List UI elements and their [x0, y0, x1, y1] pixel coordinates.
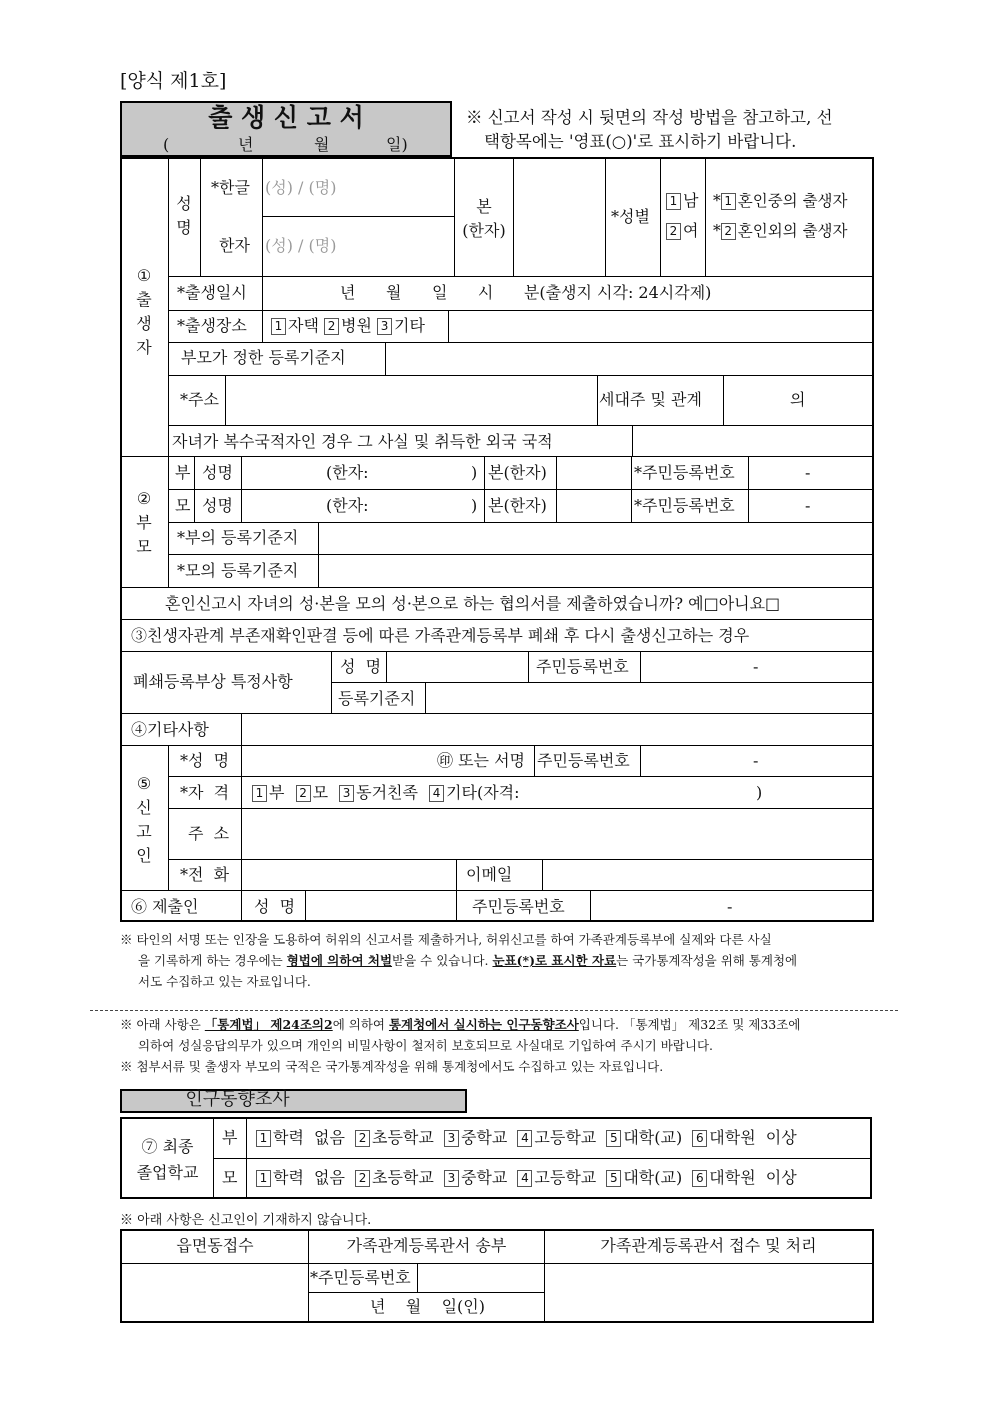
- father-name-label: 성명: [202, 463, 233, 482]
- date-month: 월: [314, 135, 330, 154]
- note-3: ※ 첨부서류 및 출생자 부모의 국적은 국가통계작성을 위해 통계청에서도 수집하고 있는 자료입니다.: [120, 1059, 664, 1074]
- qualification-close: ): [756, 783, 763, 802]
- bon-field[interactable]: [514, 160, 604, 275]
- father-hanja-label: (한자:: [326, 463, 369, 482]
- reporter-rrn-field[interactable]: -: [753, 751, 759, 770]
- note-1-line-2: 을 기록하게 하는 경우에는 형법에 의하여 처벌받을 수 있습니다. 눈표(*)로 표시한 자료는 국가통계작성을 위해 통계청에: [138, 953, 798, 968]
- address-field[interactable]: [226, 376, 596, 424]
- householder-label: 세대주 및 관계: [599, 390, 702, 409]
- reporter-name-label: *성 명: [180, 751, 230, 770]
- marriage-option-2[interactable]: * 2 혼인외의 출생자: [713, 222, 848, 240]
- submitter-rrn-label: 주민등록번호: [472, 897, 565, 916]
- father-bon-label: 본(한자): [488, 463, 547, 482]
- mother-hanja-close: ): [471, 496, 478, 515]
- father-rrn-field[interactable]: -: [805, 463, 811, 482]
- hangul-label: *한글: [211, 178, 250, 197]
- education-label: ⑦ 최종 졸업학교: [136, 1137, 199, 1182]
- office-note: ※ 아래 사항은 신고인이 기재하지 않습니다.: [120, 1213, 372, 1228]
- survey-mother-label: 모: [222, 1168, 238, 1187]
- mother-bon-label: 본(한자): [488, 496, 547, 515]
- section5-label: ⑤ 신 고 인: [136, 774, 152, 865]
- form-number: [양식 제1호]: [120, 70, 227, 92]
- name-label: 성 명: [176, 194, 192, 237]
- father-hanja-close: ): [471, 463, 478, 482]
- email-label: 이메일: [466, 865, 513, 884]
- submitter-rrn-field[interactable]: -: [727, 897, 733, 916]
- father-label: 부: [175, 463, 191, 482]
- qualification-options[interactable]: 1 부 2 모 3 동거친족 4 기타(자격:: [252, 783, 520, 803]
- birth-datetime-label: *출생일시: [177, 283, 247, 302]
- birth-place-label: *출생장소: [177, 316, 247, 335]
- nationality-label: 자녀가 복수국적자인 경우 그 사실 및 취득한 외국 국적: [172, 432, 553, 451]
- office-rrn-label: *주민등록번호: [310, 1268, 411, 1287]
- section2-label: ② 부 모: [136, 489, 152, 556]
- reporter-address-label: 주 소: [188, 824, 230, 843]
- closed-name-label: 성 명: [340, 657, 382, 676]
- instruction-line-1: ※ 신고서 작성 시 뒷면의 작성 방법을 참고하고, 선: [466, 108, 833, 127]
- mother-label: 모: [175, 496, 191, 515]
- note-2-line-1: ※ 아래 사항은 「통계법」 제24조의2에 의하여 통계청에서 실시하는 인구동향조사입니다. 「통계법」 제32조 및 제33조에: [120, 1017, 801, 1032]
- mother-reg-label: *모의 등록기준지: [177, 561, 299, 580]
- birth-datetime-field[interactable]: 년 월 일 시 분(출생지 시각: 24시각제): [340, 283, 712, 302]
- date-year: 년: [238, 135, 254, 154]
- instruction-line-2: 택항목에는 '영표(○)'로 표시하기 바랍니다.: [484, 132, 797, 151]
- seal-or-signature[interactable]: ㊞ 또는 서명: [437, 751, 525, 770]
- hanja-name-field[interactable]: (성) / (명): [265, 236, 337, 255]
- office-col-2: 가족관계등록관서 송부: [346, 1236, 507, 1255]
- phone-label: *전 화: [180, 865, 230, 884]
- office-date: 년 월 일(인): [370, 1297, 485, 1316]
- section1-label: ① 출 생 자: [136, 266, 152, 357]
- registration-base-label: 부모가 정한 등록기준지: [181, 348, 346, 367]
- bon-label: 본 (한자): [462, 197, 506, 240]
- marriage-option-1[interactable]: * 1 혼인중의 출생자: [713, 192, 848, 210]
- sex-label: *성별: [611, 207, 650, 226]
- note-2-line-2: 의하여 성실응답의무가 있으며 개인의 비밀사항이 철저히 보호되므로 사실대로 기입하여 주시기 바랍니다.: [138, 1038, 714, 1053]
- note-1-line-1: ※ 타인의 서명 또는 인장을 도용하여 허위의 신고서를 제출하거나, 허위신고를 하여 가족관계등록부에 실제와 다른 사실: [120, 932, 772, 947]
- section3-header: ③친생자관계 부존재확인판결 등에 따른 가족관계등록부 폐쇄 후 다시 출생신고하는 경우: [131, 626, 750, 645]
- closed-reg-label: 등록기준지: [338, 689, 416, 708]
- divider: [90, 1010, 898, 1011]
- office-col-1: 읍면동접수: [176, 1236, 254, 1255]
- office-col-3: 가족관계등록관서 접수 및 처리: [600, 1236, 817, 1255]
- survey-title: 인구동향조사: [185, 1089, 290, 1110]
- address-label: *주소: [180, 390, 219, 409]
- hanja-label: 한자: [219, 236, 250, 255]
- mother-hanja-label: (한자:: [326, 496, 369, 515]
- father-rrn-label: *주민등록번호: [634, 463, 735, 482]
- surname-agreement-question[interactable]: 혼인신고시 자녀의 성·본을 모의 성·본으로 하는 협의서를 제출하였습니까? 예□아니요□: [165, 594, 781, 613]
- sex-option-male[interactable]: 1 남: [666, 191, 698, 211]
- submitter-label: ⑥ 제출인: [131, 897, 199, 916]
- sex-option-female[interactable]: 2 여: [666, 221, 698, 241]
- closed-rrn-field[interactable]: -: [753, 657, 759, 676]
- mother-name-label: 성명: [202, 496, 233, 515]
- date-open: (: [163, 135, 170, 154]
- qualification-label: *자 격: [180, 783, 230, 802]
- closed-rrn-label: 주민등록번호: [536, 657, 629, 676]
- closed-register-label: 폐쇄등록부상 특정사항: [133, 672, 293, 691]
- mother-education-options[interactable]: 1 학력 없음 2 초등학교 3 중학교 4 고등학교 5 대학(교) 6 대학원 이상: [256, 1168, 797, 1188]
- note-1-line-3: 서도 수집하고 있는 자료입니다.: [138, 974, 311, 989]
- date-day: 일): [386, 135, 408, 154]
- birth-place-options[interactable]: 1 자택 2 병원 3 기타: [271, 316, 425, 336]
- survey-father-label: 부: [222, 1128, 238, 1147]
- hangul-name-field[interactable]: (성) / (명): [265, 178, 337, 197]
- householder-field[interactable]: 의: [790, 390, 806, 409]
- reporter-rrn-label: 주민등록번호: [537, 751, 630, 770]
- father-reg-label: *부의 등록기준지: [177, 528, 299, 547]
- form-title: 출 생 신 고 서: [208, 103, 364, 132]
- other-matters-label: ④기타사항: [131, 720, 209, 739]
- mother-rrn-label: *주민등록번호: [634, 496, 735, 515]
- submitter-name-label: 성 명: [254, 897, 296, 916]
- mother-rrn-field[interactable]: -: [805, 496, 811, 515]
- father-education-options[interactable]: 1 학력 없음 2 초등학교 3 중학교 4 고등학교 5 대학(교) 6 대학원 이상: [256, 1128, 797, 1148]
